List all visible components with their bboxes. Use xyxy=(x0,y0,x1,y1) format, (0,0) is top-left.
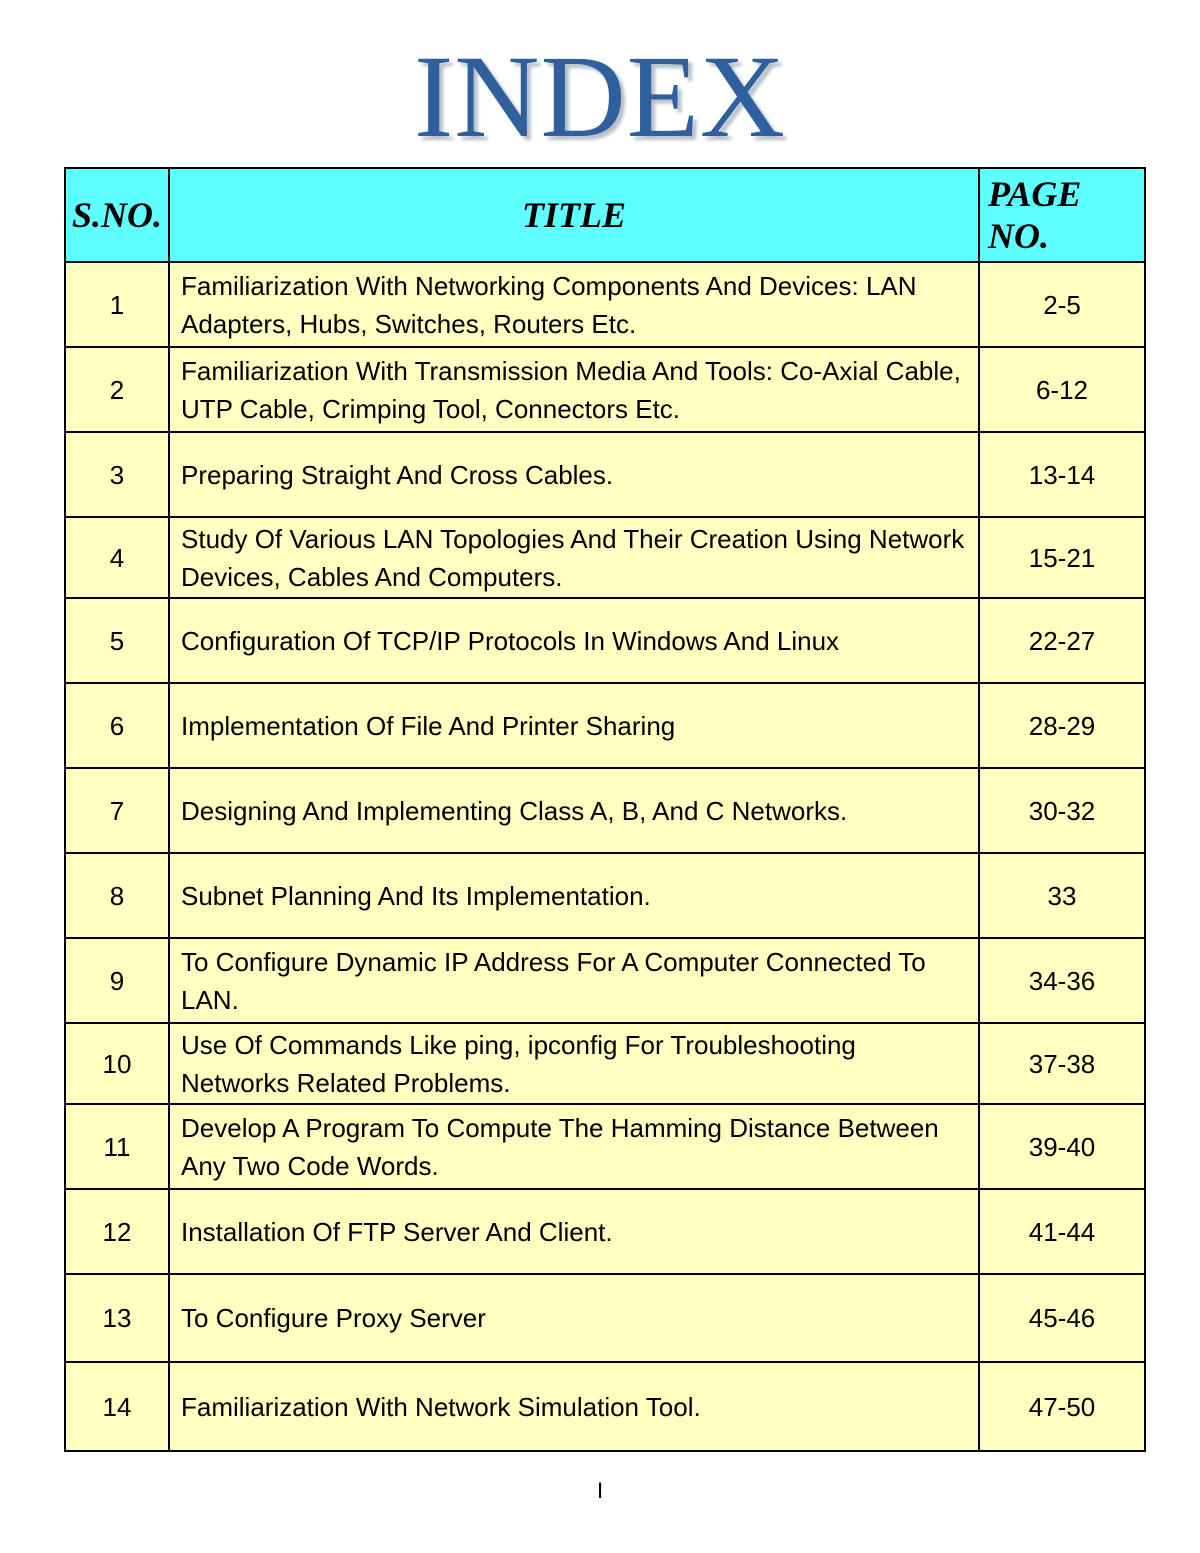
row-page: 37-38 xyxy=(979,1023,1145,1104)
row-title: Designing And Implementing Class A, B, And C Networks. xyxy=(169,768,979,853)
row-title: Installation Of FTP Server And Client. xyxy=(169,1189,979,1274)
row-sno: 8 xyxy=(65,853,169,938)
table-row xyxy=(65,938,1145,1023)
row-page: 34-36 xyxy=(979,938,1145,1023)
row-title: Use Of Commands Like ping, ipconfig For Troubleshooting Networks Related Problems. xyxy=(169,1023,979,1104)
table-row xyxy=(65,1104,1145,1189)
header-sno: S.NO. xyxy=(65,168,169,262)
page-number: I xyxy=(596,1478,604,1503)
row-sno: 5 xyxy=(65,598,169,683)
row-title: Familiarization With Network Simulation Tool. xyxy=(169,1362,979,1451)
row-sno: 9 xyxy=(65,938,169,1023)
row-sno: 13 xyxy=(65,1274,169,1362)
row-sno: 14 xyxy=(65,1362,169,1451)
row-page: 47-50 xyxy=(979,1362,1145,1451)
table-row xyxy=(65,598,1145,683)
row-page: 39-40 xyxy=(979,1104,1145,1189)
table-row xyxy=(65,347,1145,432)
table-row xyxy=(65,853,1145,938)
row-page: 28-29 xyxy=(979,683,1145,768)
row-sno: 2 xyxy=(65,347,169,432)
row-page: 2-5 xyxy=(979,262,1145,347)
row-title: Preparing Straight And Cross Cables. xyxy=(169,432,979,517)
row-title: To Configure Dynamic IP Address For A Computer Connected To LAN. xyxy=(169,938,979,1023)
table-row xyxy=(65,517,1145,598)
table-row xyxy=(65,262,1145,347)
row-page: 6-12 xyxy=(979,347,1145,432)
row-title: Develop A Program To Compute The Hamming Distance Between Any Two Code Words. xyxy=(169,1104,979,1189)
table-row xyxy=(65,1189,1145,1274)
row-sno: 12 xyxy=(65,1189,169,1274)
row-title: Familiarization With Transmission Media And Tools: Co-Axial Cable, UTP Cable, Crimping Tool, Connectors Etc. xyxy=(169,347,979,432)
table-row xyxy=(65,1274,1145,1362)
row-title: To Configure Proxy Server xyxy=(169,1274,979,1362)
row-page: 33 xyxy=(979,853,1145,938)
row-sno: 3 xyxy=(65,432,169,517)
table-header-row xyxy=(65,168,1145,262)
index-table xyxy=(64,167,1146,1452)
row-sno: 11 xyxy=(65,1104,169,1189)
table-row xyxy=(65,1023,1145,1104)
table-row xyxy=(65,768,1145,853)
row-sno: 10 xyxy=(65,1023,169,1104)
row-title: Configuration Of TCP/IP Protocols In Windows And Linux xyxy=(169,598,979,683)
row-sno: 6 xyxy=(65,683,169,768)
row-sno: 1 xyxy=(65,262,169,347)
row-sno: 4 xyxy=(65,517,169,598)
header-page-no: PAGE NO. xyxy=(979,168,1145,262)
table-row xyxy=(65,1362,1145,1451)
header-title: TITLE xyxy=(169,168,979,262)
row-sno: 7 xyxy=(65,768,169,853)
table-row xyxy=(65,683,1145,768)
row-page: 30-32 xyxy=(979,768,1145,853)
page-title: INDEX xyxy=(413,31,787,162)
row-title: Implementation Of File And Printer Sharing xyxy=(169,683,979,768)
row-page: 41-44 xyxy=(979,1189,1145,1274)
row-page: 22-27 xyxy=(979,598,1145,683)
table-row xyxy=(65,432,1145,517)
row-page: 13-14 xyxy=(979,432,1145,517)
row-page: 45-46 xyxy=(979,1274,1145,1362)
row-title: Subnet Planning And Its Implementation. xyxy=(169,853,979,938)
row-page: 15-21 xyxy=(979,517,1145,598)
row-title: Study Of Various LAN Topologies And Their Creation Using Network Devices, Cables And Computers. xyxy=(169,517,979,598)
row-title: Familiarization With Networking Components And Devices: LAN Adapters, Hubs, Switches, Routers Etc. xyxy=(169,262,979,347)
